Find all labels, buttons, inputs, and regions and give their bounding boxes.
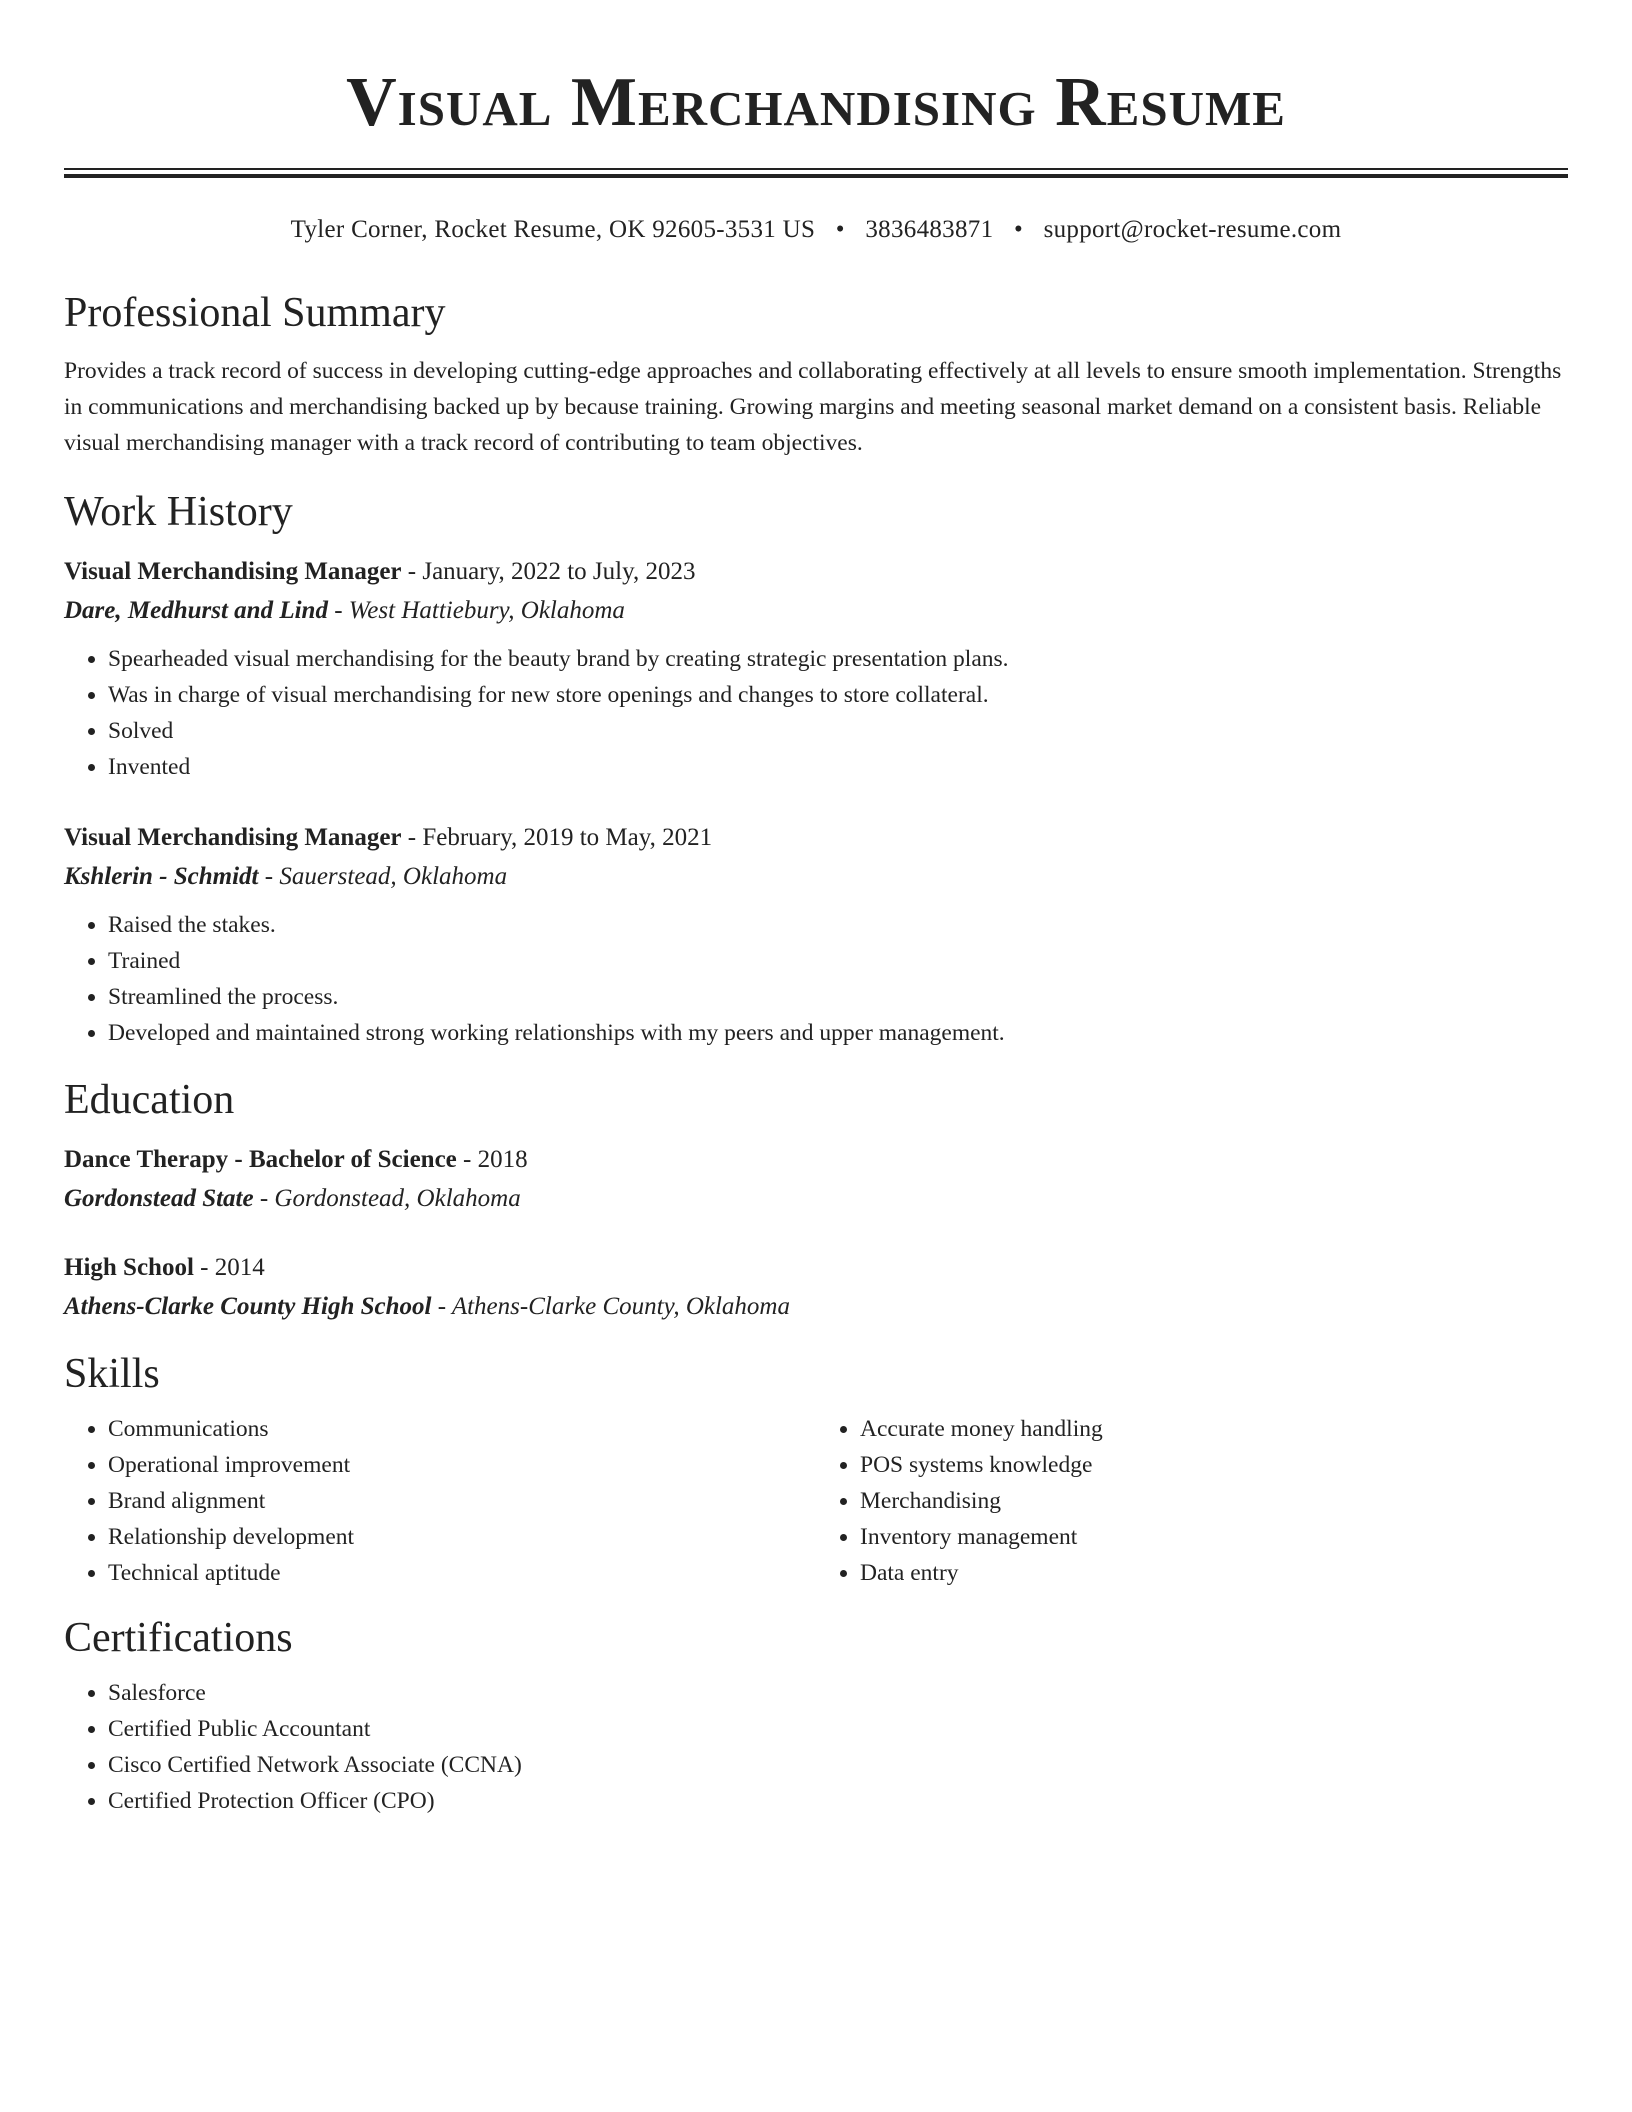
certification-item: • Certified Protection Officer (CPO) (108, 1783, 1568, 1819)
work-history-section (64, 487, 1568, 1051)
job-dates: - February, 2019 to May, 2021 (401, 824, 713, 851)
school-name: Athens-Clarke County High School (64, 1293, 432, 1320)
contact-phone: 3836483871 (865, 216, 994, 243)
education-entry (64, 1141, 1568, 1219)
job-company-line (64, 591, 1568, 631)
degree-line (64, 1141, 1568, 1179)
certification-item: • Cisco Certified Network Associate (CCNA) (108, 1747, 1568, 1783)
summary-text: Provides a track record of success in developing cutting-edge approaches and collaborating effectively at all levels to ensure smooth implementation. Strengths in communications and merchandising backed up by because training. Growing margins and meeting seasonal market demand on a consistent basis. Reliable visual merchandising manager with a track record of contributing to team objectives. (64, 358, 1562, 456)
summary-heading: Professional Summary (64, 290, 446, 336)
resume-title: Visual Merchandising Resume (346, 64, 1286, 141)
job-title: Visual Merchandising Manager (64, 824, 402, 851)
job-bullet: • Was in charge of visual merchandising for new store openings and changes to store collateral. (108, 677, 1568, 713)
job-location: - Sauerstead, Oklahoma (258, 863, 508, 890)
education-entry (64, 1249, 1568, 1327)
degree-line (64, 1249, 1568, 1287)
job-title: Visual Merchandising Manager (64, 558, 402, 585)
certifications-heading: Certifications (64, 1615, 293, 1661)
skill-item: • Merchandising (860, 1483, 1568, 1519)
education-section (64, 1075, 1568, 1327)
school-line (64, 1179, 1568, 1219)
job-company-line (64, 857, 1568, 897)
certifications-list (64, 1675, 1568, 1819)
skill-item: • Operational improvement (108, 1447, 816, 1483)
job-entry (64, 819, 1568, 1051)
skill-item: • Data entry (860, 1555, 1568, 1591)
job-bullet: • Trained (108, 943, 1568, 979)
education-heading: Education (64, 1077, 235, 1123)
certification-item: • Salesforce (108, 1675, 1568, 1711)
skills-list-right (816, 1411, 1568, 1591)
contact-separator: • (1013, 216, 1023, 243)
certifications-section (64, 1613, 1568, 1819)
school-location: - Gordonstead, Oklahoma (253, 1185, 521, 1212)
job-bullet: • Solved (108, 713, 1568, 749)
job-bullet: • Streamlined the process. (108, 979, 1568, 1015)
school-name: Gordonstead State (64, 1185, 254, 1212)
work-history-heading: Work History (64, 489, 293, 535)
title-divider (64, 168, 1568, 178)
school-location: - Athens-Clarke County, Oklahoma (431, 1293, 790, 1320)
summary-section (64, 288, 1568, 461)
skill-item: • Inventory management (860, 1519, 1568, 1555)
job-bullet: • Spearheaded visual merchandising for the beauty brand by creating strategic presentation plans. (108, 641, 1568, 677)
skill-item: • Accurate money handling (860, 1411, 1568, 1447)
job-bullet: • Raised the stakes. (108, 907, 1568, 943)
contact-address: Tyler Corner, Rocket Resume, OK 92605-3531 US (290, 216, 816, 243)
contact-separator: • (835, 216, 845, 243)
job-title-line (64, 553, 1568, 591)
job-company: Dare, Medhurst and Lind (64, 597, 328, 624)
graduation-year: - 2014 (193, 1254, 265, 1281)
job-bullet: • Developed and maintained strong working relationships with my peers and upper management. (108, 1015, 1568, 1051)
degree: Dance Therapy - Bachelor of Science (64, 1146, 457, 1173)
degree: High School (64, 1254, 194, 1281)
job-dates: - January, 2022 to July, 2023 (401, 558, 696, 585)
job-bullets (64, 907, 1568, 1051)
school-line (64, 1287, 1568, 1327)
job-entry (64, 553, 1568, 785)
certification-item: • Certified Public Accountant (108, 1711, 1568, 1747)
skills-heading: Skills (64, 1351, 160, 1397)
job-bullet: • Invented (108, 749, 1568, 785)
skill-item: • Technical aptitude (108, 1555, 816, 1591)
job-bullets (64, 641, 1568, 785)
skill-item: • Relationship development (108, 1519, 816, 1555)
skill-item: • Communications (108, 1411, 816, 1447)
skills-list-left (64, 1411, 816, 1591)
job-title-line (64, 819, 1568, 857)
contact-email: support@rocket-resume.com (1043, 216, 1342, 243)
job-location: - West Hattiebury, Oklahoma (327, 597, 625, 624)
job-company: Kshlerin - Schmidt (64, 863, 259, 890)
skill-item: • Brand alignment (108, 1483, 816, 1519)
graduation-year: - 2018 (456, 1146, 528, 1173)
contact-line (64, 214, 1568, 246)
skills-section (64, 1349, 1568, 1591)
skills-grid (64, 1411, 1568, 1591)
skill-item: • POS systems knowledge (860, 1447, 1568, 1483)
